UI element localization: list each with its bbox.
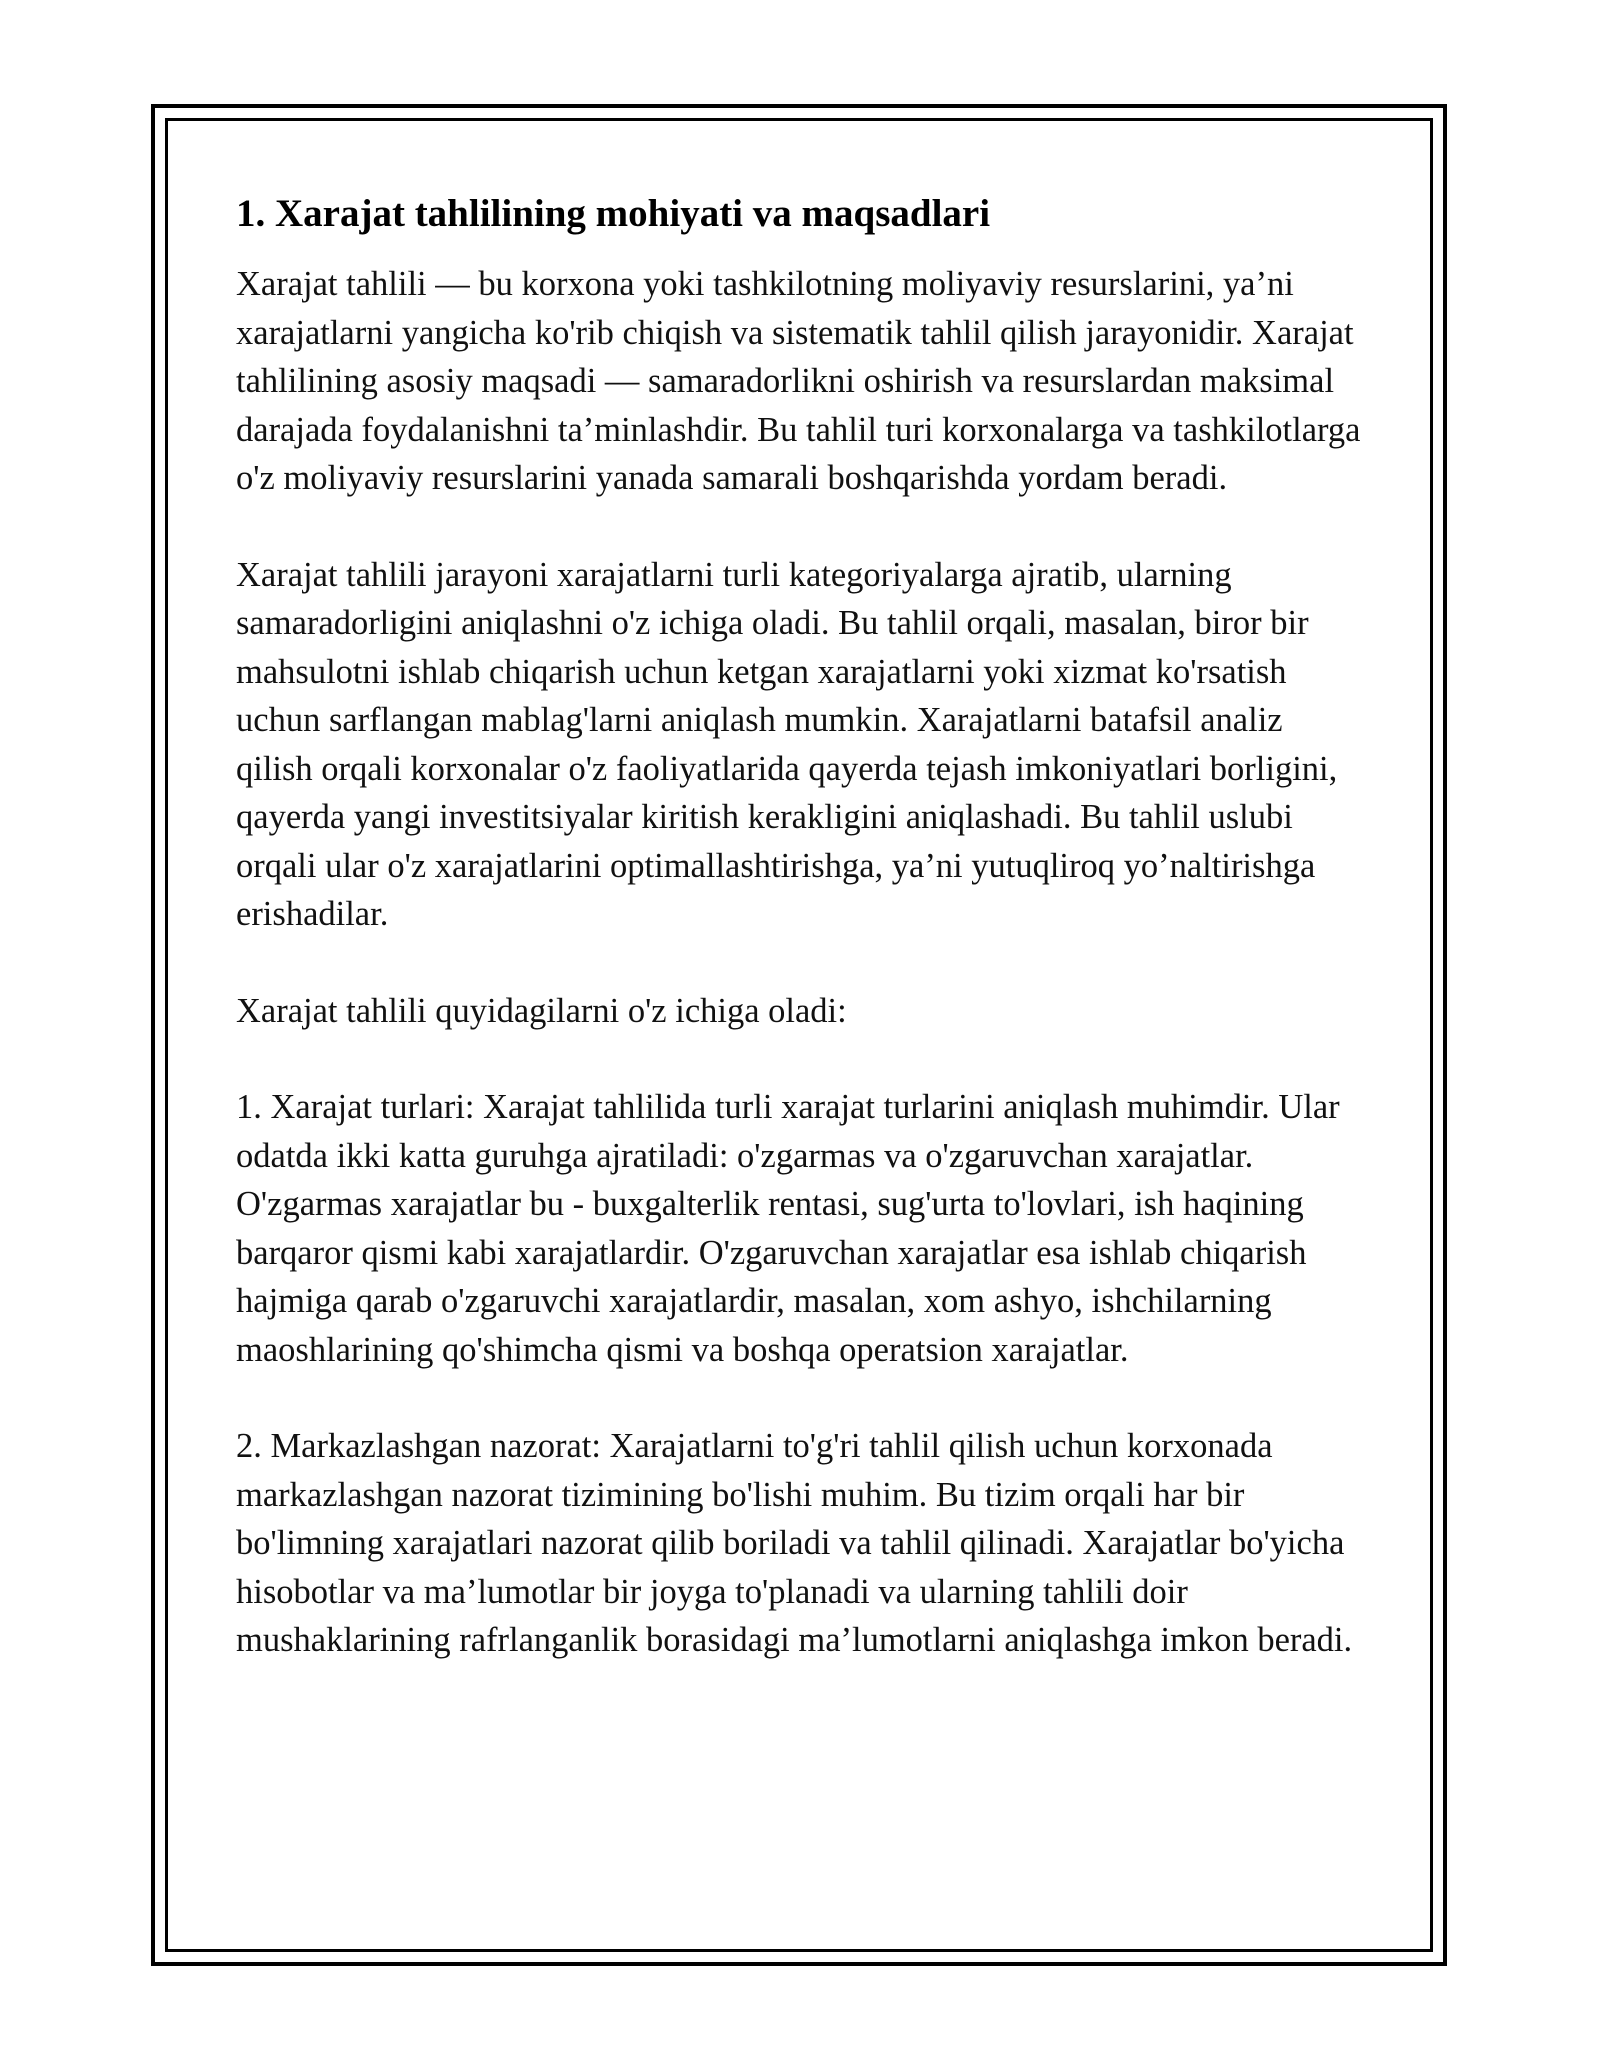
section-heading: 1. Xarajat tahlilining mohiyati va maqsadlari — [236, 192, 991, 235]
paragraph-list-lead: Xarajat tahlili quyidagilarni o'z ichiga oladi: — [236, 991, 847, 1030]
list-item-cost-types: 1. Xarajat turlari: Xarajat tahlilida turli xarajat turlarini aniqlash muhimdir. Ular odatda ikki katta guruhga ajratiladi: o'zgarmas va o'zgaruvchan xarajatlar. O'zgarmas xarajatlar bu - buxgalterlik rentasi, sug'urta to'lovlari, ish haqining barqaror qismi kabi xarajatlardir. O'zgaruvchan xarajatlar esa ishlab chiqarish hajmiga qarab o'zgaruvchi xarajatlardir, masalan, xom ashyo, ishchilarning maoshlarining qo'shimcha qismi va boshqa operatsion xarajatlar. — [236, 1088, 1340, 1369]
document-body — [236, 186, 1366, 1713]
paragraph-intro: Xarajat tahlili — bu korxona yoki tashkilotning moliyaviy resurslarini, ya’ni xarajatlarni yangicha ko'rib chiqish va sistematik tahlil qilish jarayonidir. Xarajat tahlilining asosiy maqsadi — samaradorlikni oshirish va resurslardan maksimal darajada foydalanishni ta’minlashdir. Bu tahlil turi korxonalarga va tashkilotlarga o'z moliyaviy resurslarini yanada samarali boshqarishda yordam beradi. — [236, 265, 1361, 497]
list-item-centralized-control: 2. Markazlashgan nazorat: Xarajatlarni to'g'ri tahlil qilish uchun korxonada markazlashgan nazorat tizimining bo'lishi muhim. Bu tizim orqali har bir bo'limning xarajatlari nazorat qilib boriladi va tahlil qilinadi. Xarajatlar bo'yicha hisobotlar va ma’lumotlar bir joyga to'planadi va ularning tahlili doir mushaklarining rafrlanganlik borasidagi ma’lumotlarni aniqlashga imkon beradi. — [236, 1427, 1353, 1659]
paragraph-process: Xarajat tahlili jarayoni xarajatlarni turli kategoriyalarga ajratib, ularning samaradorligini aniqlashni o'z ichiga oladi. Bu tahlil orqali, masalan, biror bir mahsulotni ishlab chiqarish uchun ketgan xarajatlarni yoki xizmat ko'rsatish uchun sarflangan mablag'larni aniqlash mumkin. Xarajatlarni batafsil analiz qilish orqali korxonalar o'z faoliyatlarida qayerda tejash imkoniyatlari borligini, qayerda yangi investitsiyalar kiritish kerakligini aniqlashadi. Bu tahlil uslubi orqali ular o'z xarajatlarini optimallashtirishga, ya’ni yutuqliroq yo’naltirishga erishadilar. — [236, 555, 1338, 933]
